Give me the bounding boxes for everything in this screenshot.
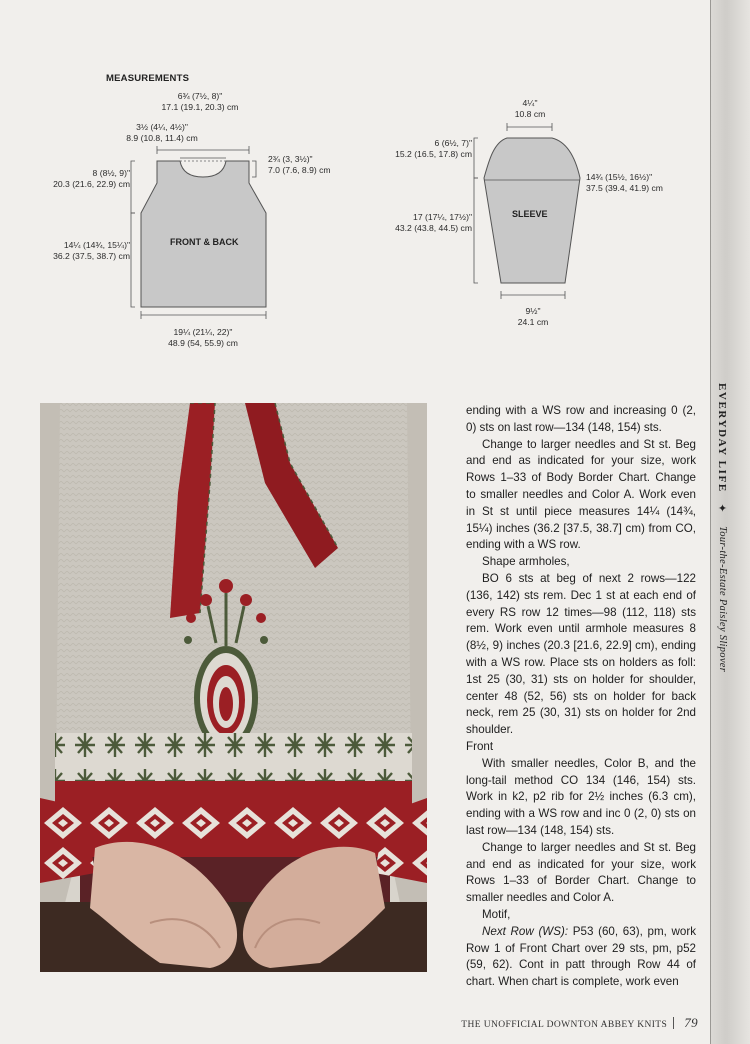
paragraph: Change to larger needles and St st. Beg and end as indicated for your size, work Rows 1–33 of Border Chart. Change to smaller needles and Color A.	[466, 840, 696, 905]
book-title: THE UNOFFICIAL DOWNTON ABBEY KNITS	[461, 1020, 668, 1030]
neck-depth-label: 2¾ (3, 3½)" 7.0 (7.6, 8.9) cm	[268, 154, 331, 175]
footer-divider	[673, 1017, 674, 1029]
section-subheading: Shape armholes,	[482, 555, 570, 569]
running-header	[716, 383, 729, 672]
sleeve-top-label: 4¼" 10.8 cm	[514, 98, 546, 119]
page-number: 79	[684, 1015, 698, 1030]
body-width-label: 19¼ (21¼, 22)" 48.9 (54, 55.9) cm	[168, 327, 238, 348]
section-name: EVERYDAY LIFE	[716, 383, 728, 493]
sleeve-length-label: 17 (17¼, 17½)" 43.2 (43.8, 44.5) cm	[395, 212, 472, 233]
section-heading: Front	[466, 739, 494, 753]
paragraph: With smaller needles, Color B, and the long-tail method CO 134 (146, 154) sts. Work in k2, p2 rib for 2½ inches (6.3 cm), ending with a WS row and inc 0 (2, 0) sts on last row—134 (148, 154) sts.	[466, 756, 696, 837]
body-length-label: 14¼ (14¾, 15¼)" 36.2 (37.5, 38.7) cm	[53, 240, 130, 261]
pattern-name: Tour-the-Estate Paisley Slipover	[717, 526, 728, 673]
cuff-line	[501, 291, 565, 299]
armhole-depth-label: 8 (8½, 9)" 20.3 (21.6, 22.9) cm	[53, 168, 130, 189]
sleeve-length-bracket	[474, 178, 478, 283]
upper-arm-label: 14¾ (15½, 16½)" 37.5 (39.4, 41.9) cm	[586, 172, 663, 193]
top-width-line	[157, 146, 249, 154]
neck-width-label: 3½ (4¼, 4½)" 8.9 (10.8, 11.4) cm	[126, 122, 198, 143]
paragraph: Change to larger needles and St st. Beg and end as indicated for your size, work Rows 1–33 of Body Border Chart. Change to smaller needles and Color A. Work even in St st until piece measures 14¼ (14¾, 15¼) inches (36.2 [37.5, 38.7] cm) from CO, ending with a WS row.	[466, 437, 696, 552]
cuff-width-label: 9½" 24.1 cm	[517, 306, 549, 327]
next-row-paragraph	[466, 924, 696, 991]
top-width-label: 6¾ (7½, 8)" 17.1 (19.1, 20.3) cm	[161, 91, 239, 112]
pattern-instructions	[466, 403, 696, 991]
section-subheading: Motif,	[482, 907, 511, 921]
page-footer	[461, 1015, 698, 1031]
neck-depth-bracket	[252, 161, 256, 177]
front-back-schematic-shape	[141, 161, 266, 307]
body-width-line	[141, 311, 266, 319]
sleeve-shape-label: SLEEVE	[512, 209, 548, 219]
armhole-bracket	[131, 161, 135, 213]
diamond-ornament-icon: ✦	[716, 502, 728, 517]
next-row-text: P53 (60, 63), pm, work Row 1 of Front Chart over 29 sts, pm, p52 (59, 62). Cont in patt through Row 44 of chart. When chart is complete, work even	[466, 924, 697, 989]
paragraph: ending with a WS row and increasing 0 (2, 0) sts on last row—134 (148, 154) sts.	[466, 404, 696, 434]
measurements-heading: MEASUREMENTS	[106, 73, 190, 84]
sleeve-top-line	[507, 123, 552, 131]
cap-height-label: 6 (6½, 7)" 15.2 (16.5, 17.8) cm	[395, 138, 472, 159]
next-row-label: Next Row (WS):	[482, 924, 569, 938]
sweater-photo	[40, 403, 427, 972]
paragraph: BO 6 sts at beg of next 2 rows—122 (136, 142) sts rem. Dec 1 st at each end of every RS row 12 times—98 (112, 118) sts rem. Work even until armhole measures 8 (8½, 9) inches (20.3 [21.6, 22.9] cm), ending with a WS row. Place sts on holders as foll: 1st 25 (30, 31) sts on holder for shoulder, center 48 (52, 56) sts on holder for back neck, rem 25 (30, 31) sts on holder for 2nd shoulder.	[466, 571, 696, 737]
front-back-shape-label: FRONT & BACK	[170, 237, 239, 247]
body-length-bracket	[131, 213, 135, 307]
cap-height-bracket	[474, 138, 478, 178]
